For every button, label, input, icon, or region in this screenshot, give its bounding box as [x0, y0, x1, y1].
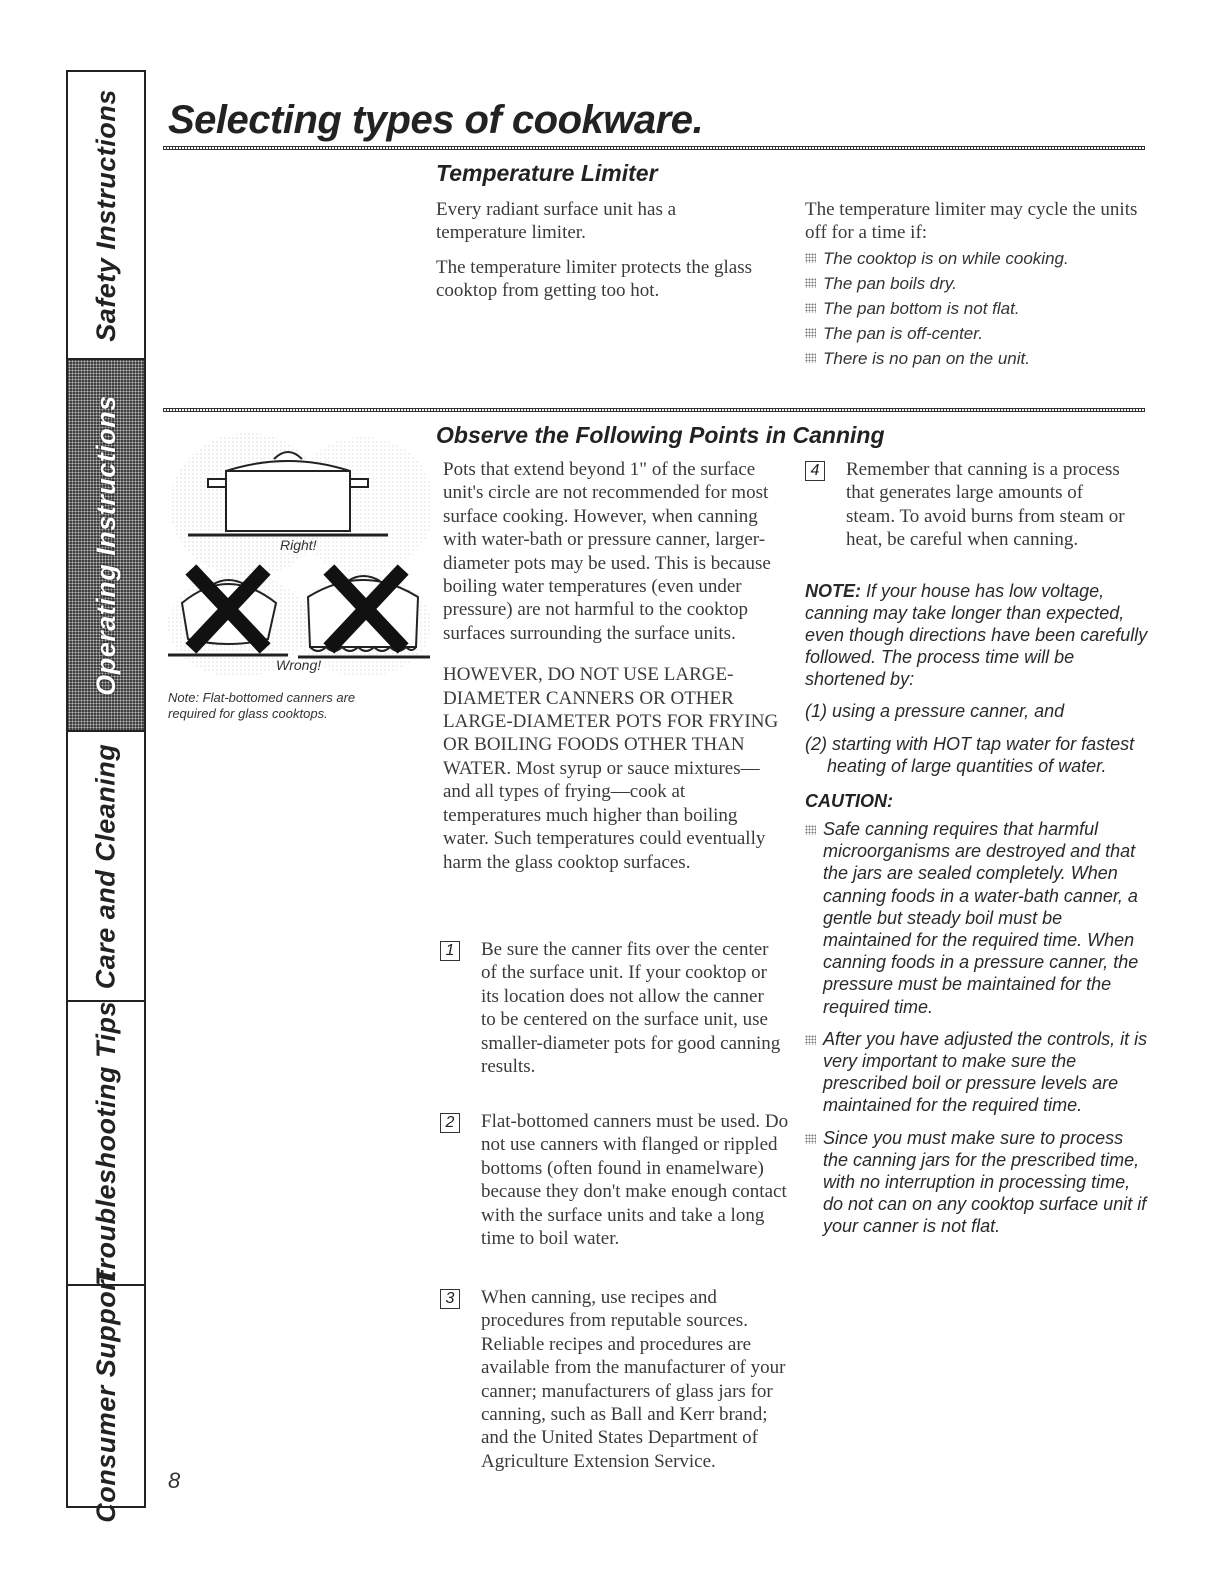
note-item-1: (1) using a pressure canner, and [805, 701, 1065, 721]
right-label: Right! [280, 537, 317, 553]
note-item-2: (2) starting with HOT tap water for fastest heating of large quantities of water. [805, 734, 1135, 776]
list-item: The pan is off-center. [805, 321, 1145, 346]
tab-care-and-cleaning[interactable] [68, 732, 144, 1002]
temperature-limiter-para2: The temperature limiter protects the glass cooktop from getting too hot. [436, 256, 753, 302]
tab-label: Operating Instructions [90, 394, 121, 696]
caution-list [805, 818, 1150, 1246]
temperature-limiter-heading: Temperature Limiter [436, 160, 658, 186]
page-number: 8 [168, 1468, 181, 1493]
step-text: Flat-bottomed canners must be used. Do not use canners with flanged or rippled bottoms (often found in enamelware) because they don't make enough contact with the surface units and take a long time to boil water. [481, 1111, 789, 1250]
tab-label: Consumer Support [90, 1269, 121, 1523]
header-rule [163, 146, 1145, 150]
tab-label: Safety Instructions [90, 88, 121, 342]
note-text: If your house has low voltage, canning may take longer than expected, even though directions have been carefully followed. The process time will be shortened by: [805, 581, 1148, 689]
bullet-icon [805, 278, 816, 288]
step-number: 2 [440, 1113, 460, 1133]
tab-safety-instructions[interactable] [68, 72, 144, 360]
bullet-icon [805, 1035, 816, 1045]
temperature-limiter-list [805, 246, 1145, 371]
step-text: Remember that canning is a process that generates large amounts of steam. To avoid burns from steam or heat, be careful when canning. [846, 459, 1125, 551]
tab-label: Care and Cleaning [90, 743, 121, 989]
list-item: After you have adjusted the controls, it is very important to make sure the prescribed boil or pressure levels are maintained for the required time. [805, 1028, 1150, 1117]
step-text: When canning, use recipes and procedures from reputable sources. Reliable recipes and procedures are available from the manufacturer of your canner; manufacturers of glass jars for canning, such as Ball and Kerr brand; and the United States Department of Agriculture Extension Service. [481, 1287, 786, 1472]
bullet-icon [805, 253, 816, 263]
tab-consumer-support[interactable] [68, 1269, 144, 1523]
illustration-note: Note: Flat-bottomed canners are required for glass cooktops. [168, 690, 356, 721]
step-number: 4 [805, 461, 825, 481]
tab-label: Troubleshooting Tips [90, 1000, 121, 1286]
bullet-icon [805, 303, 816, 313]
caution-title: CAUTION: [805, 791, 893, 811]
bullet-icon [805, 328, 816, 338]
temperature-limiter-para1: Every radiant surface unit has a temperature limiter. [436, 199, 677, 244]
list-item: The pan boils dry. [805, 271, 1145, 296]
step-text: Be sure the canner fits over the center of the surface unit. If your cooktop or its location does not allow the canner to be centered on the surface unit, use smaller-diameter pots for good canning results. [481, 939, 781, 1078]
list-item: There is no pan on the unit. [805, 346, 1145, 371]
canning-heading: Observe the Following Points in Canning [436, 422, 885, 448]
step-number: 3 [440, 1289, 460, 1309]
list-item: Since you must make sure to process the canning jars for the prescribed time, with no interruption in processing time, do not can on any cooktop surface unit if your canner is not flat. [805, 1127, 1150, 1238]
list-item: The pan bottom is not flat. [805, 296, 1145, 321]
bullet-icon [805, 353, 816, 363]
canning-note [805, 580, 1150, 690]
note-label: NOTE: [805, 581, 861, 601]
canning-para2: HOWEVER, DO NOT USE LARGE-DIAMETER CANNERS OR OTHER LARGE-DIAMETER POTS FOR FRYING OR BOILING FOODS OTHER THAN WATER. Most syrup or sauce mixtures—and all types of frying—cook at temperatures much higher than boiling water. Such temperatures could eventually harm the glass cooktop surfaces. [443, 664, 779, 873]
canner-illustration [168, 425, 430, 680]
section-rule [163, 408, 1145, 412]
bullet-icon [805, 825, 816, 835]
bullet-icon [805, 1134, 816, 1144]
tab-troubleshooting-tips[interactable] [68, 1002, 144, 1286]
sidebar-nav [66, 70, 146, 1523]
canning-intro [443, 458, 783, 885]
tab-operating-instructions[interactable] [68, 360, 144, 732]
list-item: Safe canning requires that harmful microorganisms are destroyed and that the jars are sealed completely. When canning foods in a water-bath canner, a gentle but steady boil must be maintained for the required time. When canning foods in a pressure canner, the pressure must be maintained for the required time. [805, 818, 1150, 1018]
list-item: The cooktop is on while cooking. [805, 246, 1145, 271]
canning-para1: Pots that extend beyond 1" of the surface unit's circle are not recommended for most surface cooking. However, when canning with water-bath or pressure canner, larger-diameter pots may be used. This is because boiling water temperatures (even under pressure) are not harmful to the cooktop surfaces surrounding the surface units. [443, 459, 771, 644]
temperature-limiter-para3: The temperature limiter may cycle the units off for a time if: [805, 199, 1138, 244]
step-number: 1 [440, 941, 460, 961]
temperature-limiter-intro [436, 198, 766, 314]
page-title: Selecting types of cookware. [168, 98, 704, 142]
wrong-label: Wrong! [276, 657, 322, 673]
